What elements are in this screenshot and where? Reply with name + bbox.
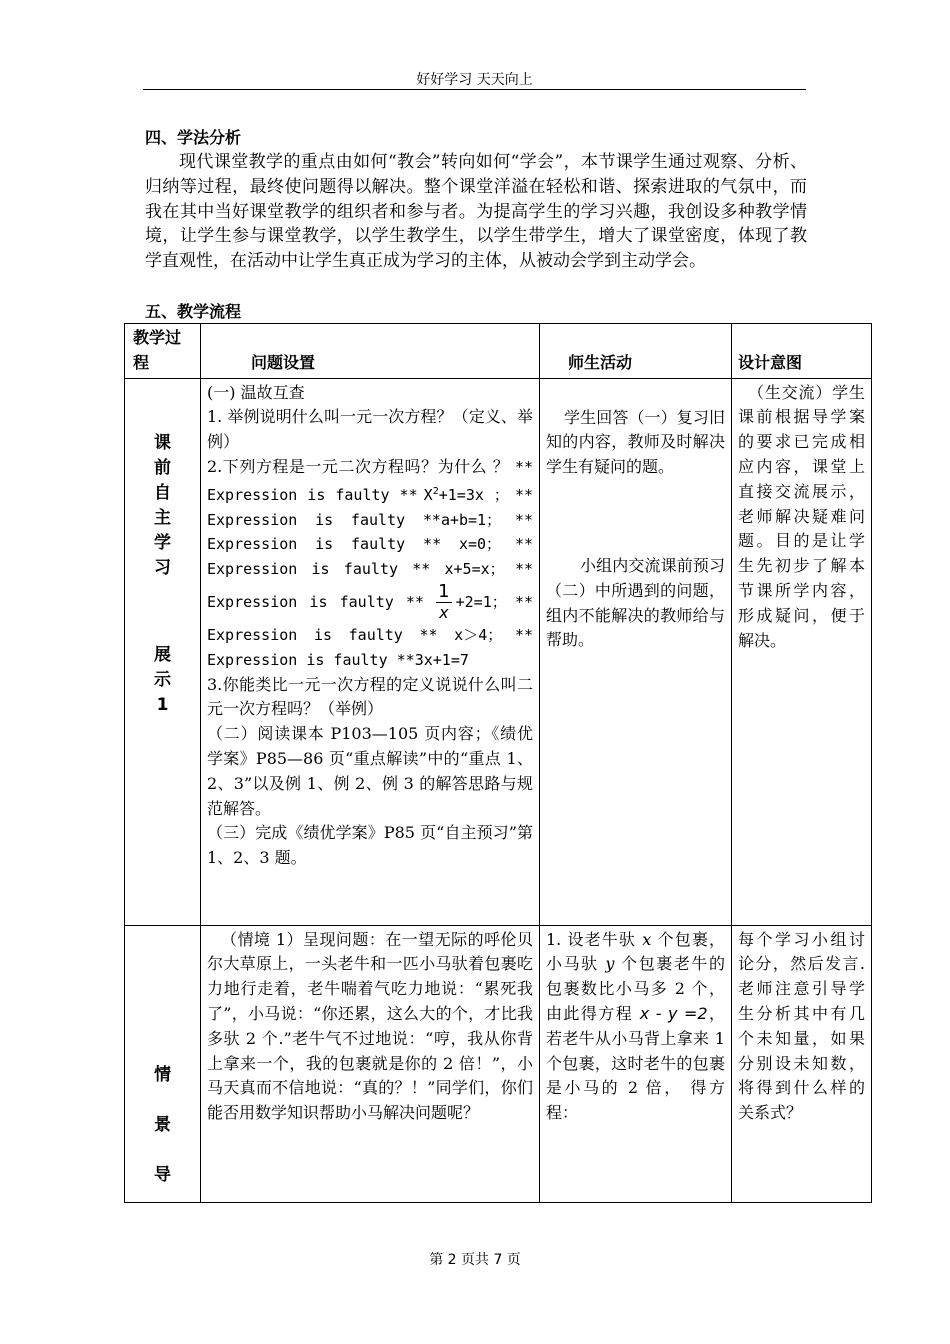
- process-label-show: 展示1: [154, 644, 171, 715]
- equation: 3x+1=7: [414, 650, 469, 669]
- variable-x: x: [642, 929, 652, 949]
- intent-cell: （生交流）学生课前根据导学案的要求已完成相应内容，课堂上直接交流展示，老师解决疑难问题。目的是让学生先初步了解本节课所学内容，形成疑问，便于解决。: [732, 378, 872, 925]
- header-process: 教学过程: [125, 324, 201, 379]
- activity-cell: [540, 378, 732, 925]
- question-line: （三）完成《绩优学案》P85 页“自主预习”第 1、2、3 题。: [207, 823, 533, 868]
- equation: x+5=x；: [430, 560, 505, 579]
- table-row: [125, 378, 872, 925]
- section-title-teaching-flow: 五、教学流程: [145, 302, 242, 321]
- fraction-one-over-x: $\frac{1}{x}$: [438, 580, 450, 622]
- expression-error: ** Expression is faulty **: [207, 592, 533, 644]
- process-cell: [125, 925, 201, 1202]
- table-header-row: [125, 324, 872, 379]
- variable-y: y: [605, 954, 615, 974]
- header-intent: 设计意图: [732, 324, 872, 379]
- process-label-scenario: 情景导: [154, 1064, 171, 1185]
- expression-error: ** Expression is faulty **: [207, 535, 533, 579]
- equation: a+b=1；: [440, 510, 502, 529]
- learning-analysis-paragraph: 现代课堂教学的重点由如何“教会”转向如何“学会”，本节课学生通过观察、分析、归纳等过程，最终使问题得以解决。整个课堂洋溢在轻松和谐、探索进取的气氛中，而我在其中当好课堂教学的组织者和参与者。为提高学生的学习兴趣，我创设多种教学情境，让学生参与课堂教学，以学生教学生，以学生带学生，增大了课堂密度，体现了教学直观性，在活动中让学生真正成为学习的主体，从被动会学到主动学会。: [145, 152, 807, 272]
- question-line: 2.下列方程是一元二次方程吗？为什么 ？: [207, 456, 510, 476]
- expression-error: ** Expression is faulty **: [207, 457, 533, 504]
- equation: +2=1；: [455, 592, 507, 611]
- header-question: 问题设置: [201, 324, 540, 379]
- question-line: （二）阅读课本 P103—105 页内容；《绩优学案》P85—86 页“重点解读”中的“重点 1、2、3”以及例 1、例 2、例 3 的解答思路与规范解答。: [207, 724, 533, 818]
- activity-text: 学生回答（一）复习旧知的内容，教师及时解决学生有疑问的题。: [546, 407, 725, 477]
- header-rule: [143, 89, 806, 90]
- page-footer: 第 2 页共 7 页: [429, 1252, 521, 1268]
- section-title-learning-analysis: 四、学法分析: [145, 128, 242, 147]
- header-activity: 师生活动: [540, 324, 732, 379]
- process-cell: [125, 378, 201, 925]
- process-label-self-study: 课前自主学习: [154, 432, 171, 578]
- question-cell: [201, 378, 540, 925]
- question-line: 3.你能类比一元一次方程的定义说说什么叫二元一次方程吗？（举例）: [207, 674, 533, 719]
- page-header: 好好学习 天天向上: [416, 72, 533, 88]
- question-line: 1. 举例说明什么叫一元一次方程？（定义、举例）: [207, 407, 533, 452]
- equation: x=0；: [441, 535, 502, 554]
- question-line: (一) 温故互查: [207, 382, 305, 402]
- expression-error: ** Expression is faulty **: [207, 485, 534, 529]
- expression-error: ** Expression is faulty **: [207, 560, 533, 611]
- expression-error: ** Expression is faulty **: [207, 510, 533, 554]
- question-cell: （情境 1）呈现问题：在一望无际的呼伦贝尔大草原上，一头老牛和一匹小马驮着包裹吃力地行走着，老牛喘着气吃力地说：“累死我了”，小马说：“你还累，这么大的个，才比我多驮 2 个.”老牛气不过地说：“哼，我从你背上拿来一个，我的包裹就是你的 2 倍！”，小马天真而不信地说：“真的？！”同学们，你们能否用数学知识帮助小马解决问题呢？: [201, 925, 540, 1202]
- activity-text: 小组内交流课前预习（二）中所遇到的问题，组内不能解决的教师给与帮助。: [546, 555, 725, 650]
- teaching-flow-table: [124, 323, 872, 1203]
- table-row: [125, 925, 872, 1202]
- equation: x＞4；: [437, 625, 503, 644]
- intent-cell: 每个学习小组讨论分，然后发言. 老师注意引导学生分析其中有几个未知量，如果分别设未知数，将得到什么样的关系式？: [732, 925, 872, 1202]
- activity-cell: 1. 设老牛驮 x 个包裹，小马驮 y 个包裹老牛的包裹数比小马多 2 个，由此得方程 x - y =2，若老牛从小马背上拿来 1 个包裹，这时老牛的包裹是小马的 2 倍， 得方程：: [540, 925, 732, 1202]
- equation: $X^2+1=3x$ ；: [423, 485, 509, 504]
- equation-x-minus-y: x - y =2: [639, 1003, 708, 1023]
- expression-error: ** Expression is faulty **: [207, 625, 533, 669]
